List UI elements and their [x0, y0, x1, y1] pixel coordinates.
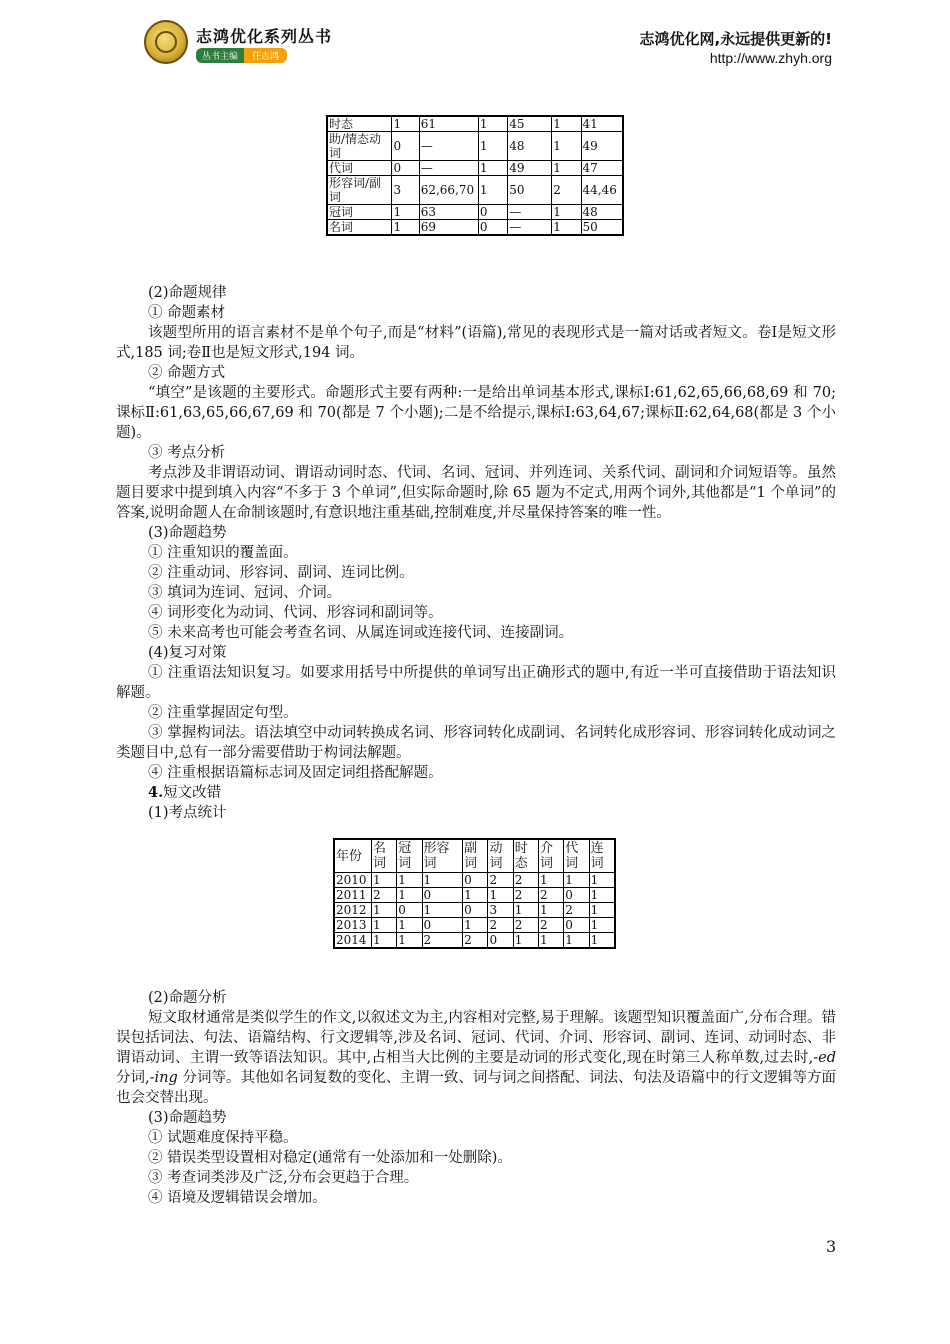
table-cell: 1: [552, 116, 581, 132]
table-cell: 1: [552, 220, 581, 236]
table-cell: 1: [513, 933, 538, 949]
column-header: 连词: [589, 839, 615, 873]
table-row: [334, 888, 615, 903]
paragraph: ⑤ 未来高考也可能会考查名词、从属连词或连接代词、连接副词。: [148, 625, 574, 641]
paragraph: ② 命题方式: [148, 365, 226, 381]
paragraph: 该题型所用的语言素材不是单个句子,而是“材料”(语篇),常见的表现形式是一篇对话或者短文。卷Ⅰ是短文形式,185 词;卷Ⅱ也是短文形式,194 词。: [116, 325, 836, 361]
table-cell: 2: [488, 918, 513, 933]
editor-label: 丛书主编: [196, 48, 244, 63]
table-cell: 50: [508, 176, 552, 205]
table-cell: 48: [508, 132, 552, 161]
table-cell: 1: [589, 918, 615, 933]
publisher-logo: [144, 20, 188, 64]
table-cell: 名词: [327, 220, 392, 236]
table-cell: 1: [552, 161, 581, 176]
table-cell: 49: [581, 132, 623, 161]
table-cell: 0: [422, 888, 463, 903]
table-cell: 形容词/副词: [327, 176, 392, 205]
section-4-heading: 4.短文改错: [148, 784, 222, 801]
trend-item: ④ 语境及逻辑错误会增加。: [148, 1190, 327, 1206]
table-cell: 助/情态动词: [327, 132, 392, 161]
table-cell: 0: [422, 918, 463, 933]
table-cell: 1: [463, 918, 488, 933]
table-cell: 1: [488, 888, 513, 903]
table-cell: 2: [513, 918, 538, 933]
table-cell: —: [508, 220, 552, 236]
analysis-paragraph: 短文取材通常是类似学生的作文,以叙述文为主,内容相对完整,易于理解。该题型知识覆盖面广,分布合理。错误包括词法、句法、语篇结构、行文逻辑等,涉及名词、冠词、代词、介词、形容词、副词、连词、动词时态、非谓语动词、主谓一致等语法知识。其中,占相当大比例的主要是动词的形式变化,现在时第三人称单数,过去时,-ed 分词,-ing 分词等。其他如名词复数的变化、主谓一致、词与词之间搭配、词法、句法及语篇中的行文逻辑等方面也会交替出现。: [116, 1010, 836, 1106]
series-title: 志鸿优化系列丛书: [196, 27, 333, 46]
table-cell: 冠词: [327, 205, 392, 220]
column-header: 时态: [513, 839, 538, 873]
table-cell: 41: [581, 116, 623, 132]
table-cell: 0: [478, 205, 507, 220]
table-cell: 1: [397, 873, 422, 888]
table-cell: 2: [513, 888, 538, 903]
table-cell: 2: [564, 903, 589, 918]
paragraph: “填空”是该题的主要形式。命题形式主要有两种:一是给出单词基本形式,课标Ⅰ:61,62,65,66,68,69 和 70;课标Ⅱ:61,63,65,66,67,69 和 70(都是 7 个小题);二是不给提示,课标Ⅰ:63,64,67;课标Ⅱ:62,64,68(都是 3 个小题)。: [116, 385, 836, 441]
table-cell: 代词: [327, 161, 392, 176]
table-cell: 1: [589, 903, 615, 918]
paragraph: ③ 考点分析: [148, 445, 226, 461]
paragraph: ② 注重掌握固定句型。: [148, 705, 298, 721]
column-header: 动词: [488, 839, 513, 873]
table-row: [327, 132, 623, 161]
paragraph: ③ 掌握构词法。语法填空中动词转换成名词、形容词转化成副词、名词转化成形容词、形容词转化成动词之类题目中,总有一部分需要借助于构词法解题。: [116, 725, 836, 761]
table-cell: 0: [478, 220, 507, 236]
table-row: [334, 873, 615, 888]
paragraph: ③ 填词为连词、冠词、介词。: [148, 585, 342, 601]
table-cell: 45: [508, 116, 552, 132]
paragraph: (4)复习对策: [148, 645, 227, 661]
table-cell: 2: [539, 888, 564, 903]
table-cell: 2: [552, 176, 581, 205]
table-header-row: [334, 839, 615, 873]
table-cell: 2014: [334, 933, 371, 949]
table-cell: 2: [488, 873, 513, 888]
table-cell: 1: [371, 918, 396, 933]
table-row: [327, 176, 623, 205]
table-cell: 2013: [334, 918, 371, 933]
table-cell: 1: [371, 873, 396, 888]
table-cell: 1: [397, 888, 422, 903]
table-cell: 0: [488, 933, 513, 949]
table-cell: 0: [564, 888, 589, 903]
table-cell: 0: [564, 918, 589, 933]
paragraph: ④ 注重根据语篇标志词及固定词组搭配解题。: [148, 765, 443, 781]
table-cell: 0: [392, 161, 419, 176]
table-cell: 2: [513, 873, 538, 888]
table-cell: 时态: [327, 116, 392, 132]
column-header: 代词: [564, 839, 589, 873]
table-cell: 2: [463, 933, 488, 949]
table-cell: 2: [371, 888, 396, 903]
table-cell: 61: [419, 116, 478, 132]
editor-badge: [196, 48, 287, 63]
trend-item: ① 试题难度保持平稳。: [148, 1130, 298, 1146]
paragraph: ② 注重动词、形容词、副词、连词比例。: [148, 565, 414, 581]
table-cell: 0: [463, 873, 488, 888]
column-header: 形容词: [422, 839, 463, 873]
table-cell: 3: [488, 903, 513, 918]
editor-name: 任志鸿: [244, 48, 287, 63]
table-cell: 47: [581, 161, 623, 176]
table-cell: 1: [478, 132, 507, 161]
table-cell: 1: [422, 903, 463, 918]
table-cell: 1: [478, 161, 507, 176]
column-header: 年份: [334, 839, 371, 873]
section-grammar-fill-text: [116, 283, 836, 823]
table-cell: 1: [422, 873, 463, 888]
table-row: [327, 116, 623, 132]
table-cell: —: [508, 205, 552, 220]
table-cell: 1: [539, 903, 564, 918]
table-cell: 69: [419, 220, 478, 236]
paragraph: ① 注重知识的覆盖面。: [148, 545, 298, 561]
trend-item: ③ 考查词类涉及广泛,分布会更趋于合理。: [148, 1170, 419, 1186]
table-row: [327, 220, 623, 236]
table-cell: 1: [463, 888, 488, 903]
table-cell: 1: [478, 116, 507, 132]
table-row: [334, 903, 615, 918]
table-cell: 2: [422, 933, 463, 949]
table-cell: 2: [539, 918, 564, 933]
paragraph: ① 注重语法知识复习。如要求用括号中所提供的单词写出正确形式的题中,有近一半可直接借助于语法知识解题。: [116, 665, 836, 701]
site-url[interactable]: http://www.zhyh.org: [709, 50, 832, 66]
table-cell: 1: [552, 205, 581, 220]
table-cell: 62,66,70: [419, 176, 478, 205]
error-correction-table: [333, 838, 616, 949]
column-header: 副词: [463, 839, 488, 873]
page-number: 3: [826, 1237, 837, 1256]
table-cell: 50: [581, 220, 623, 236]
table-cell: 0: [397, 903, 422, 918]
table-cell: 1: [392, 205, 419, 220]
trend-heading: (3)命题趋势: [148, 1110, 227, 1126]
table-cell: 3: [392, 176, 419, 205]
table-cell: 1: [589, 933, 615, 949]
table-cell: 1: [564, 933, 589, 949]
paragraph: ④ 词形变化为动词、代词、形容词和副词等。: [148, 605, 443, 621]
paragraph: (3)命题趋势: [148, 525, 227, 541]
table-row: [327, 205, 623, 220]
site-slogan: 志鸿优化网,永远提供更新的!: [639, 30, 832, 48]
trend-item: ② 错误类型设置相对稳定(通常有一处添加和一处删除)。: [148, 1150, 512, 1166]
table-cell: 1: [589, 873, 615, 888]
table-cell: 1: [539, 873, 564, 888]
table-cell: 63: [419, 205, 478, 220]
table-cell: 1: [397, 933, 422, 949]
section-error-correction-text: [116, 988, 836, 1208]
table-cell: 2010: [334, 873, 371, 888]
table-cell: 2011: [334, 888, 371, 903]
table-cell: 1: [589, 888, 615, 903]
column-header: 冠词: [397, 839, 422, 873]
page-header: [0, 0, 950, 80]
table-cell: 1: [478, 176, 507, 205]
table-cell: 1: [552, 132, 581, 161]
table-cell: 2012: [334, 903, 371, 918]
table-cell: 1: [564, 873, 589, 888]
table-cell: 48: [581, 205, 623, 220]
table-row: [327, 161, 623, 176]
table-cell: —: [419, 132, 478, 161]
column-header: 介词: [539, 839, 564, 873]
table-cell: 1: [539, 933, 564, 949]
table-cell: 1: [392, 220, 419, 236]
table-cell: 0: [392, 132, 419, 161]
table-cell: 44,46: [581, 176, 623, 205]
table-cell: 1: [397, 918, 422, 933]
table-cell: 0: [463, 903, 488, 918]
grammar-fill-table: [326, 115, 624, 236]
stats-heading: (1)考点统计: [148, 805, 227, 821]
table-row: [334, 918, 615, 933]
table-cell: 1: [371, 933, 396, 949]
column-header: 名词: [371, 839, 396, 873]
table-cell: —: [419, 161, 478, 176]
paragraph: 考点涉及非谓语动词、谓语动词时态、代词、名词、冠词、并列连词、关系代词、副词和介词短语等。虽然题目要求中提到填入内容“不多于 3 个单词”,但实际命题时,除 65 题为不定式,用两个词外,其他都是“1 个单词”的答案,说明命题人在命制该题时,有意识地注重基础,控制难度,并尽量保持答案的唯一性。: [116, 465, 836, 521]
table-cell: 1: [371, 903, 396, 918]
table-row: [334, 933, 615, 949]
analysis-heading: (2)命题分析: [148, 990, 227, 1006]
paragraph: ① 命题素材: [148, 305, 226, 321]
table-cell: 1: [392, 116, 419, 132]
table-cell: 1: [513, 903, 538, 918]
table-cell: 49: [508, 161, 552, 176]
paragraph: (2)命题规律: [148, 285, 227, 301]
